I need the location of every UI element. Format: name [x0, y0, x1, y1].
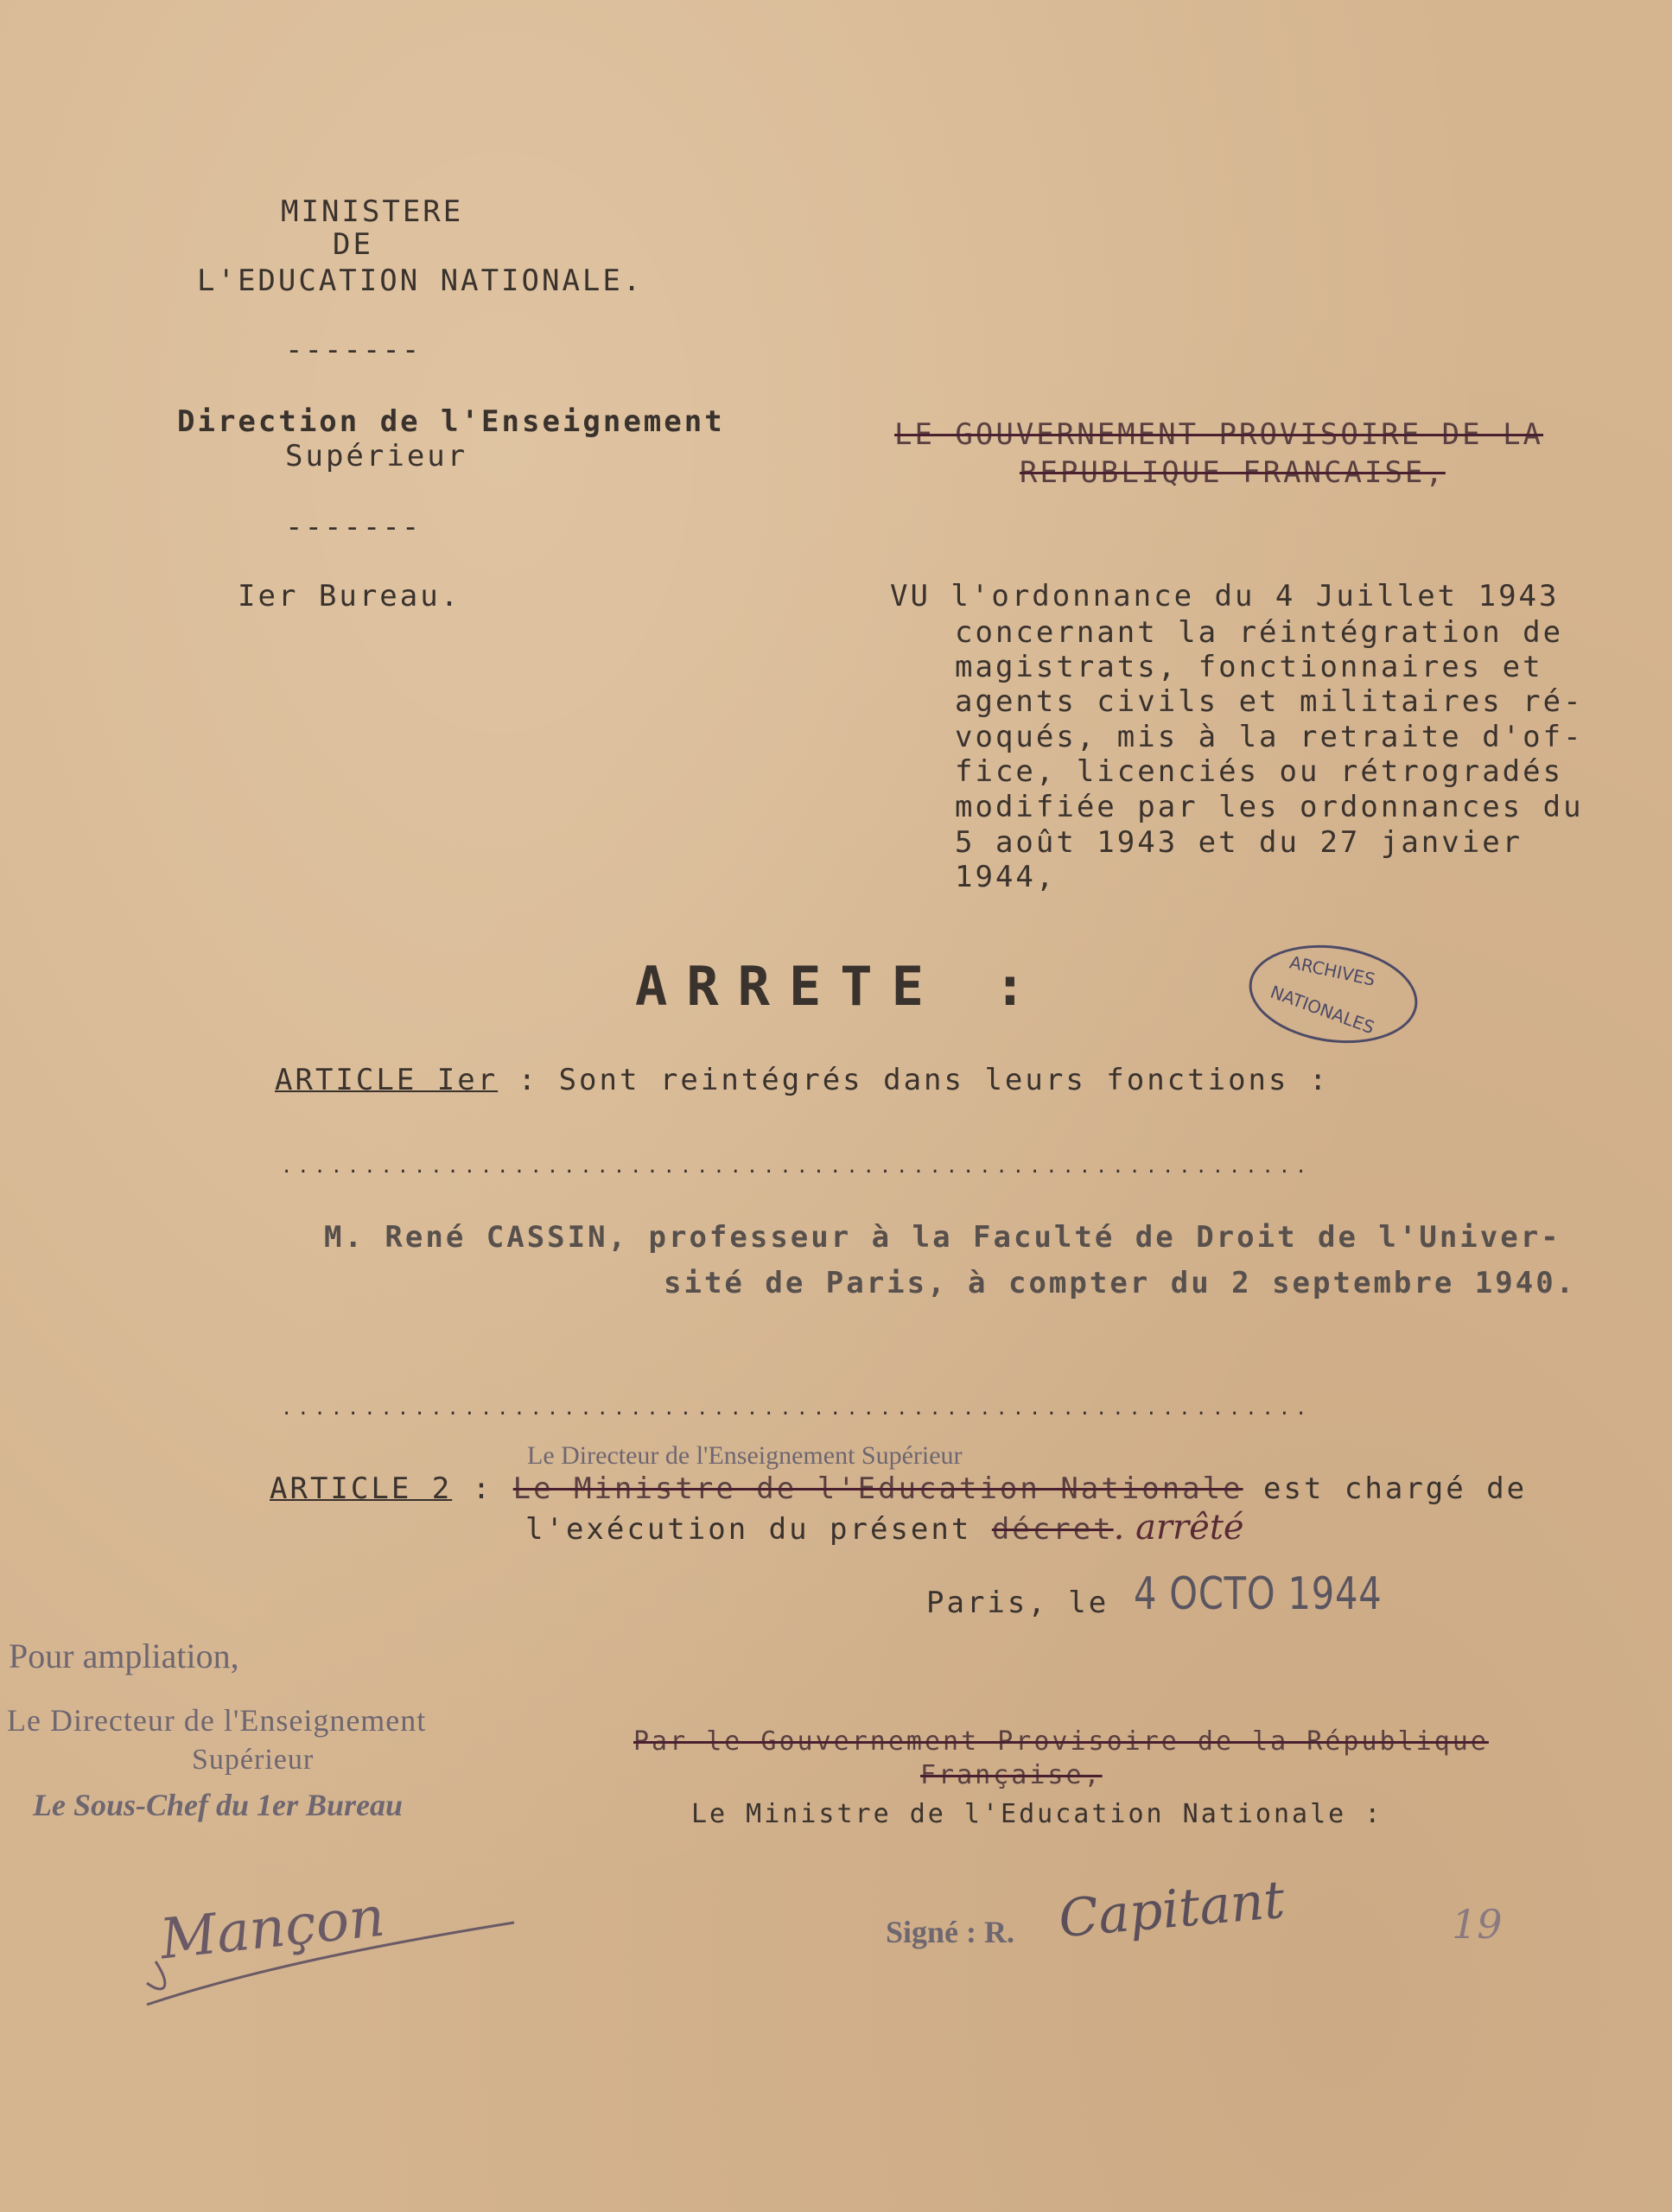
appointment-line1: M. René CASSIN, professeur à la Faculté de Droit de l'Univer- — [324, 1220, 1561, 1255]
date-stamp: 4 OCTO 1944 — [1134, 1568, 1383, 1620]
gouvernement-line2: REPUBLIQUE FRANCAISE, — [1020, 455, 1446, 490]
signature-flourish — [121, 1901, 518, 2022]
arrete-title: ARRETE : — [635, 955, 1046, 1018]
direction-line2: Supérieur — [285, 439, 468, 474]
visa-line-2: concernant la réintégration de — [955, 615, 1564, 650]
article2-colon: : — [452, 1471, 513, 1506]
ampliation-line4: Le Sous-Chef du 1er Bureau — [33, 1788, 404, 1822]
signing-struck-line1: Par le Gouvernement Provisoire de la République — [633, 1726, 1489, 1757]
page-number: 19 — [1452, 1901, 1503, 1948]
article2-line2-start: l'exécution du présent — [525, 1512, 992, 1547]
visa-line-6: fice, licenciés ou rétrogradés — [955, 754, 1564, 789]
ministry-line3: L'EDUCATION NATIONALE. — [197, 264, 644, 298]
signe-label: Signé : R. — [886, 1915, 1015, 1949]
visa-line-3: magistrats, fonctionnaires et — [955, 650, 1543, 684]
visa-line-4: agents civils et militaires ré- — [955, 684, 1584, 719]
dots-separator-2: .............................................................. — [281, 1398, 1313, 1420]
ampliation-line2: Le Directeur de l'Enseignement — [7, 1703, 427, 1738]
ampliation-signature: Mançon — [156, 1885, 388, 1973]
ampliation-line1: Pour ampliation, — [9, 1637, 239, 1675]
article1-line — [275, 1063, 1329, 1097]
bureau-label: Ier Bureau. — [238, 579, 461, 613]
date-prefix: Paris, le — [926, 1586, 1109, 1620]
article2-insertion: Le Directeur de l'Enseignement Supérieur — [527, 1441, 963, 1470]
appointment-line2: sité de Paris, à compter du 2 septembre 1940. — [664, 1266, 1577, 1300]
seal-line1: ARCHIVES — [1287, 951, 1377, 990]
gouvernement-line1: LE GOUVERNEMENT PROVISOIRE DE LA — [894, 417, 1544, 452]
ministry-line1: MINISTERE — [281, 194, 464, 229]
article2-label: ARTICLE 2 — [270, 1471, 453, 1506]
signing-struck-line2: Française, — [920, 1760, 1103, 1790]
article1-label: ARTICLE Ier — [275, 1063, 499, 1097]
article1-text: : Sont reintégrés dans leurs fonctions : — [498, 1063, 1330, 1097]
signing-minister: Le Ministre de l'Education Nationale : — [691, 1799, 1383, 1829]
article2-line2 — [525, 1508, 1244, 1548]
article2-hand-arrete: . arrêté — [1113, 1508, 1244, 1548]
visa-line-5: voqués, mis à la retraite d'of- — [955, 720, 1584, 754]
ampliation-line3: Supérieur — [192, 1744, 315, 1776]
direction-line1: Direction de l'Enseignement — [177, 404, 725, 439]
seal-line2: NATIONALES — [1268, 981, 1377, 1039]
article2-struck-minister: Le Ministre de l'Education Nationale — [512, 1471, 1243, 1506]
header-separator-1: ------- — [285, 333, 422, 367]
article2-line1 — [270, 1471, 1527, 1506]
minister-signature: Capitant — [1056, 1869, 1287, 1950]
article2-struck-decret: décret — [991, 1512, 1114, 1547]
visa-line-8: 5 août 1943 et du 27 janvier — [955, 825, 1523, 860]
header-separator-2: ------- — [285, 510, 422, 544]
visa-line-7: modifiée par les ordonnances du — [955, 790, 1584, 824]
visa-line-9: 1944, — [955, 860, 1057, 894]
visa-line-1: VU l'ordonnance du 4 Juillet 1943 — [890, 579, 1560, 613]
dots-separator-1: .............................................................. — [281, 1156, 1313, 1178]
article2-rest: est chargé de — [1243, 1471, 1528, 1506]
ministry-line2: DE — [333, 227, 373, 262]
